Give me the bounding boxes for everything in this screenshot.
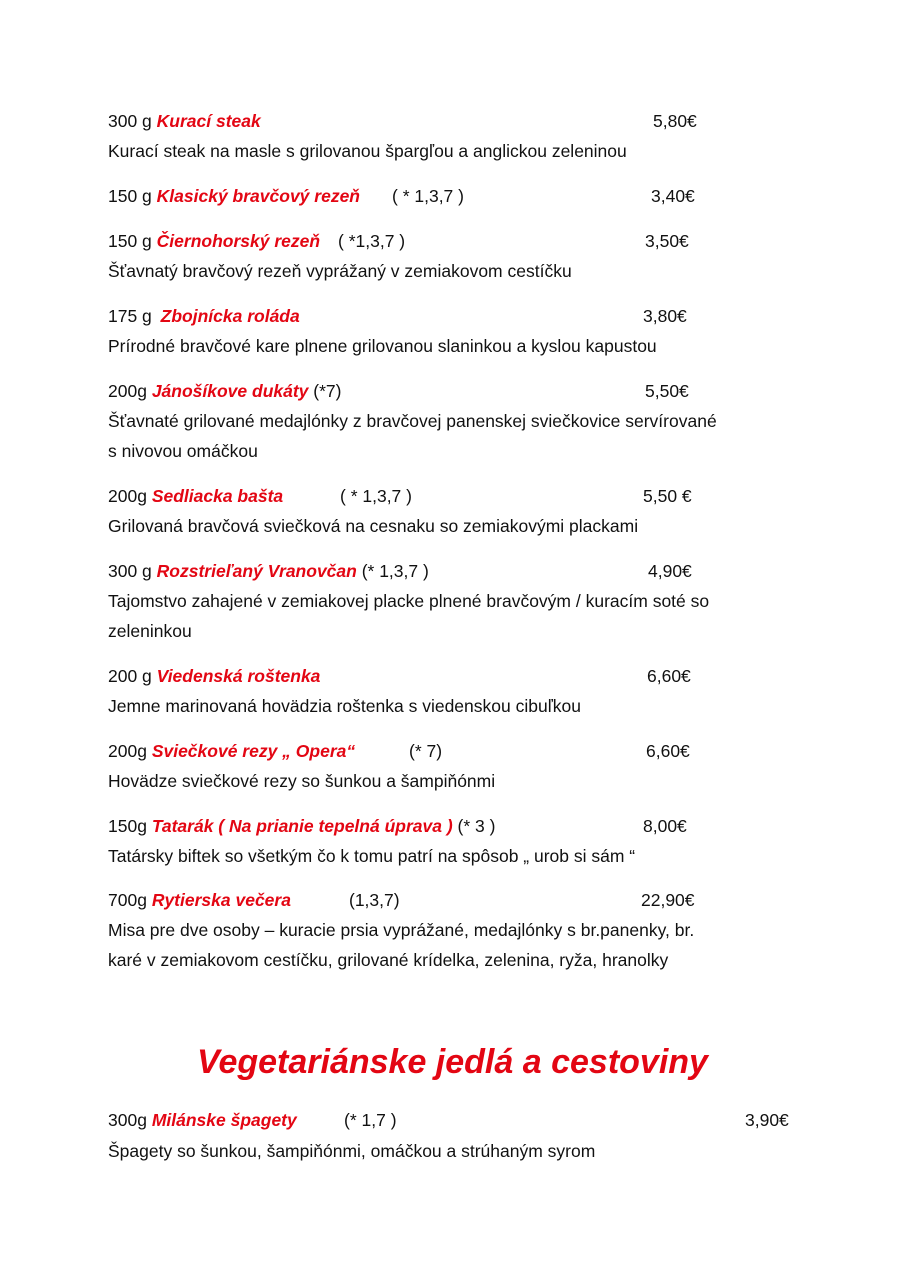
section-heading-vegetarian: Vegetariánske jedlá a cestoviny [197, 1043, 708, 1081]
item-name: Rytierska večera [151, 890, 291, 910]
item-price: 8,00€ [643, 816, 687, 836]
item-name: Klasický bravčový rezeň [156, 186, 360, 206]
menu-item-title-row [108, 665, 320, 687]
item-weight: 175 g [108, 306, 152, 326]
item-description: Šťavnatý bravčový rezeň vyprážaný v zemiakovom cestíčku [108, 261, 572, 281]
item-name: Milánske špagety [151, 1110, 297, 1130]
item-allergens: (* 7) [409, 741, 443, 761]
item-weight: 300 g [108, 111, 152, 131]
item-name: Zbojnícka roláda [160, 306, 300, 326]
menu-item-title-row [108, 815, 495, 837]
menu-item-title-row [108, 110, 261, 132]
item-name: Rozstrieľaný Vranovčan [156, 561, 357, 581]
menu-item-title-row [108, 1109, 297, 1131]
item-description: Špagety so šunkou, šampiňónmi, omáčkou a strúhaným syrom [108, 1141, 596, 1161]
item-allergens: (* 1,7 ) [344, 1110, 397, 1130]
item-allergens: (1,3,7) [349, 890, 400, 910]
item-description: Jemne marinovaná hovädzia roštenka s viedenskou cibuľkou [108, 696, 582, 716]
item-description: Šťavnaté grilované medajlónky z bravčovej panenskej sviečkovice servírované [108, 411, 717, 431]
item-description: Misa pre dve osoby – kuracie prsia vyprážané, medajlónky s br.panenky, br. [108, 920, 695, 940]
item-weight: 150 g [108, 231, 152, 251]
item-price: 5,80€ [653, 111, 697, 131]
item-weight: 200g [108, 486, 147, 506]
item-allergens: ( * 1,3,7 ) [340, 486, 412, 506]
item-weight: 200g [108, 381, 147, 401]
item-weight: 150g [108, 816, 147, 836]
item-description: zeleninkou [108, 621, 192, 641]
item-price: 3,40€ [651, 186, 695, 206]
item-weight: 300 g [108, 561, 152, 581]
item-price: 3,50€ [645, 231, 689, 251]
item-description: s nivovou omáčkou [108, 441, 258, 461]
menu-item-title-row [108, 485, 283, 507]
item-weight: 300g [108, 1110, 147, 1130]
item-allergens: (* 1,3,7 ) [361, 561, 429, 581]
menu-item-title-row [108, 889, 291, 911]
item-description: Grilovaná bravčová sviečková na cesnaku so zemiakovými plackami [108, 516, 639, 536]
item-price: 5,50 € [643, 486, 692, 506]
item-price: 6,60€ [647, 666, 691, 686]
item-weight: 200 g [108, 666, 152, 686]
item-allergens: ( *1,3,7 ) [338, 231, 406, 251]
item-description: Tajomstvo zahajené v zemiakovej placke plnené bravčovým / kuracím soté so [108, 591, 710, 611]
item-name: Viedenská roštenka [156, 666, 321, 686]
item-name: Tatarák ( Na prianie tepelná úprava ) [151, 816, 453, 836]
item-allergens: (* 3 ) [457, 816, 496, 836]
item-name: Čiernohorský rezeň [156, 231, 321, 251]
menu-item-title-row [108, 305, 300, 327]
menu-item-title-row [108, 380, 342, 402]
item-name: Kurací steak [156, 111, 261, 131]
item-description: Prírodné bravčové kare plnene grilovanou slaninkou a kyslou kapustou [108, 336, 657, 356]
item-weight: 700g [108, 890, 147, 910]
item-description: Hovädze sviečkové rezy so šunkou a šampiňónmi [108, 771, 496, 791]
item-name: Sedliacka bašta [151, 486, 284, 506]
item-weight: 150 g [108, 186, 152, 206]
item-description: Kurací steak na masle s grilovanou špargľou a anglickou zeleninou [108, 141, 627, 161]
item-description: karé v zemiakovom cestíčku, grilované krídelka, zelenina, ryža, hranolky [108, 950, 669, 970]
item-price: 5,50€ [645, 381, 689, 401]
item-allergens: ( * 1,3,7 ) [392, 186, 464, 206]
item-allergens: (*7) [313, 381, 342, 401]
menu-item-title-row [108, 230, 320, 252]
item-price: 6,60€ [646, 741, 690, 761]
menu-item-title-row [108, 560, 429, 582]
item-price: 3,80€ [643, 306, 687, 326]
item-price: 22,90€ [641, 890, 695, 910]
item-name: Jánošíkove dukáty [151, 381, 309, 401]
item-price: 4,90€ [648, 561, 692, 581]
item-name: Sviečkové rezy „ Opera“ [151, 741, 356, 761]
menu-item-title-row [108, 740, 355, 762]
item-description: Tatársky biftek so všetkým čo k tomu patrí na spôsob „ urob si sám “ [108, 846, 636, 866]
item-price: 3,90€ [745, 1110, 789, 1130]
item-weight: 200g [108, 741, 147, 761]
menu-item-title-row [108, 185, 360, 207]
